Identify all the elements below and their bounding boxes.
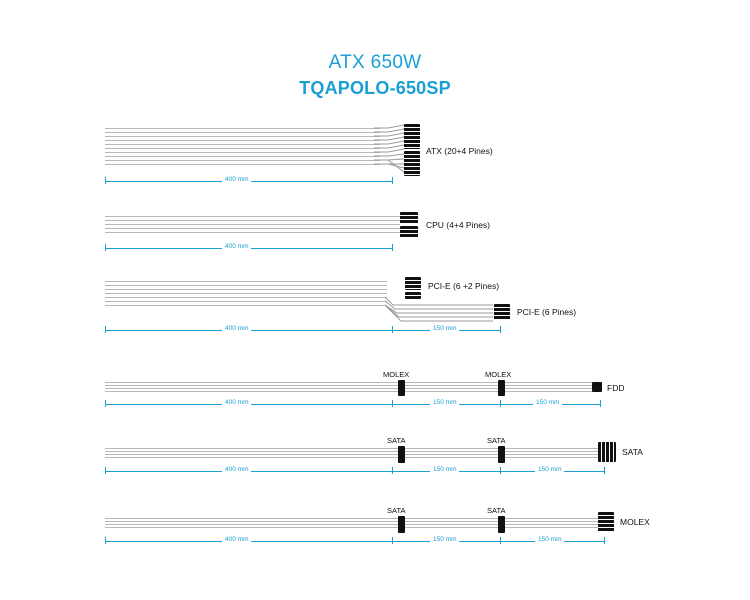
connector-atx-20pin [404, 124, 420, 149]
connector-atx-4pin [404, 151, 420, 176]
inline-label-molex-1: MOLEX [383, 370, 410, 379]
wire-bundle-molex-fdd [105, 382, 600, 392]
inline-label-sata-1: SATA [387, 506, 406, 515]
dimension-tick-4 [600, 400, 601, 407]
connector-label-pcie-6: PCI-E (6 Pines) [517, 307, 577, 317]
inline-label-sata-1: SATA [387, 436, 406, 445]
page-title: ATX 650W [328, 52, 422, 73]
cable-row-cpu [0, 210, 750, 260]
dimension-label-sata-400: 400 mm [222, 466, 251, 474]
connector-sata-1 [398, 516, 405, 533]
dimension-tick-4 [604, 537, 605, 544]
connector-pcie-6pin [405, 277, 421, 290]
wire-bundle-atx [105, 128, 380, 168]
connector-sata-3 [598, 442, 616, 462]
inline-label-sata-2: SATA [487, 436, 506, 445]
connector-cpu-4pin-a [400, 212, 418, 224]
dimension-label-sm-150-b: 150 mm [535, 536, 564, 544]
dimension-label-sm-150-a: 150 mm [430, 536, 459, 544]
dimension-tick-1 [105, 537, 106, 544]
wire-bundle-pcie [105, 281, 387, 307]
title-block [0, 52, 750, 99]
page-subtitle: TQAPOLO-650SP [299, 78, 451, 98]
connector-cpu-4pin-b [400, 226, 418, 238]
dimension-label-pcie-400: 400 mm [222, 325, 251, 333]
dimension-tick-left [105, 244, 106, 251]
dimension-tick-left [105, 177, 106, 184]
cable-row-molex-fdd [0, 370, 750, 415]
dimension-label-molex-150-b: 150 mm [533, 399, 562, 407]
dimension-label-sata-150-b: 150 mm [535, 466, 564, 474]
connector-label-sata: SATA [622, 447, 643, 457]
dimension-tick-1 [105, 467, 106, 474]
cable-row-atx [0, 120, 750, 190]
dimension-label-sata-150-a: 150 mm [430, 466, 459, 474]
connector-fdd [592, 382, 602, 392]
connector-sata-2 [498, 516, 505, 533]
dimension-tick-left [105, 326, 106, 333]
dimension-label-molex-150-a: 150 mm [430, 399, 459, 407]
dimension-label-atx-400: 400 mm [222, 176, 251, 184]
dimension-tick-right [392, 244, 393, 251]
connector-label-atx: ATX (20+4 Pines) [426, 146, 493, 156]
dimension-label-molex-400: 400 mm [222, 399, 251, 407]
connector-label-fdd: FDD [607, 383, 625, 393]
cable-row-sata-molex [0, 498, 750, 548]
connector-sata-1 [398, 446, 405, 463]
dimension-tick-right [500, 326, 501, 333]
connector-label-molex: MOLEX [620, 517, 650, 527]
connector-molex-end [598, 512, 614, 532]
dimension-tick-4 [604, 467, 605, 474]
dimension-label-cpu-400: 400 mm [222, 243, 251, 251]
inline-label-sata-2: SATA [487, 506, 506, 515]
connector-sata-2 [498, 446, 505, 463]
dimension-tick-right [392, 177, 393, 184]
connector-label-cpu: CPU (4+4 Pines) [426, 220, 491, 230]
connector-pcie-2pin [405, 292, 421, 299]
connector-molex-2 [498, 380, 505, 396]
dimension-label-pcie-150: 150 mm [430, 325, 459, 333]
connector-pcie-6pin-b [494, 304, 510, 320]
cable-row-sata [0, 428, 750, 478]
connector-molex-1 [398, 380, 405, 396]
dimension-label-sm-400: 400 mm [222, 536, 251, 544]
connector-label-pcie-62: PCI-E (6 +2 Pines) [428, 281, 500, 291]
wire-bundle-sata-molex [105, 518, 602, 528]
dimension-tick-1 [105, 400, 106, 407]
cable-row-pcie [0, 275, 750, 345]
inline-label-molex-2: MOLEX [485, 370, 512, 379]
wire-fanout-atx [374, 124, 408, 176]
wire-bundle-cpu [105, 216, 400, 234]
